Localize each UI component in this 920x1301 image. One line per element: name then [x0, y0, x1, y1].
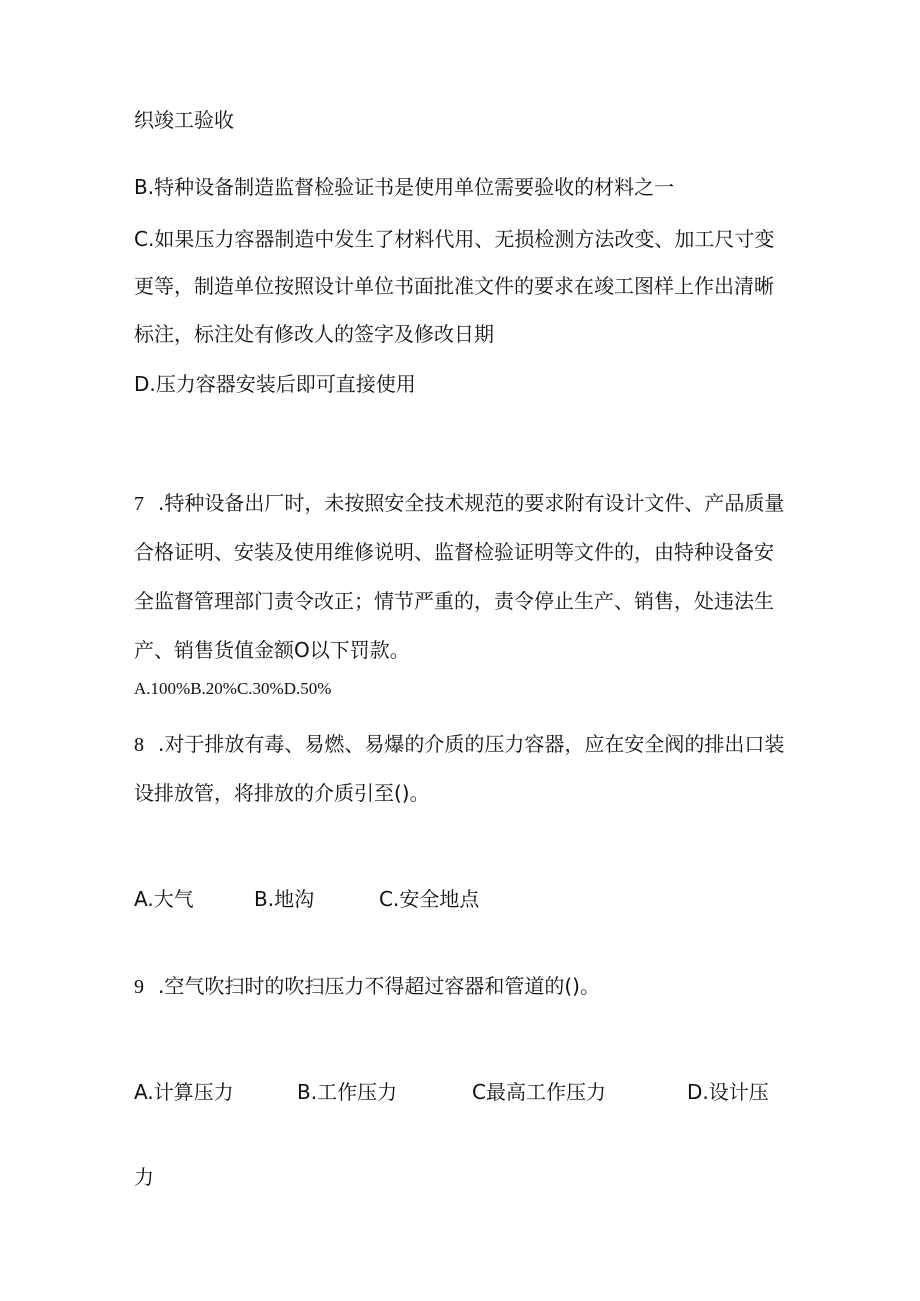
option-c-line-3: 标注，标注处有修改人的签字及修改日期: [134, 322, 494, 346]
question-8-option-a: A.大气: [134, 887, 194, 911]
question-8-text: .对于排放有毒、易燃、易爆的介质的压力容器，应在安全阀的排出口装: [158, 732, 785, 756]
question-8-option-c: C.安全地点: [379, 887, 480, 911]
text-line: 织竣工验收: [134, 108, 234, 132]
question-7-line-3: 全监督管理部门责令改正；情节严重的，责令停止生产、销售，处违法生: [134, 589, 774, 613]
question-9-text: .空气吹扫时的吹扫压力不得超过容器和管道的()。: [158, 974, 600, 998]
question-7-line-2: 合格证明、安装及使用维修说明、监督检验证明等文件的，由特种设备安: [134, 540, 774, 564]
question-8-line-1: [134, 730, 784, 759]
question-7-line-4: 产、销售货值金额O以下罚款。: [134, 638, 410, 662]
option-c-line-2: 更等，制造单位按照设计单位书面批准文件的要求在竣工图样上作出清晰: [134, 274, 774, 298]
question-8-number: 8: [134, 734, 144, 756]
question-9-option-b: B.工作压力: [297, 1080, 398, 1104]
question-7-line-1: [134, 489, 784, 518]
question-9-option-c: C最高工作压力: [472, 1080, 606, 1104]
question-8-option-b: B.地沟: [254, 887, 315, 911]
option-b-line: B.特种设备制造监督检验证书是使用单位需要验收的材料之一: [134, 175, 675, 199]
question-9-option-a: A.计算压力: [134, 1080, 234, 1104]
question-9-option-d: D.设计压: [687, 1080, 769, 1104]
question-9-line-1: [134, 972, 600, 1001]
question-7-number: 7: [134, 493, 144, 515]
question-7-text: .特种设备出厂时，未按照安全技术规范的要求附有设计文件、产品质量: [158, 491, 785, 515]
question-9-option-d-continued: 力: [134, 1165, 154, 1189]
option-d-line: D.压力容器安装后即可直接使用: [134, 372, 416, 396]
question-9-number: 9: [134, 976, 144, 998]
question-7-options: A.100%B.20%C.30%D.50%: [134, 679, 332, 698]
option-c-line: C.如果压力容器制造中发生了材料代用、无损检测方法改变、加工尺寸变: [134, 227, 775, 251]
question-8-line-2: 设排放管，将排放的介质引至()。: [134, 781, 430, 805]
